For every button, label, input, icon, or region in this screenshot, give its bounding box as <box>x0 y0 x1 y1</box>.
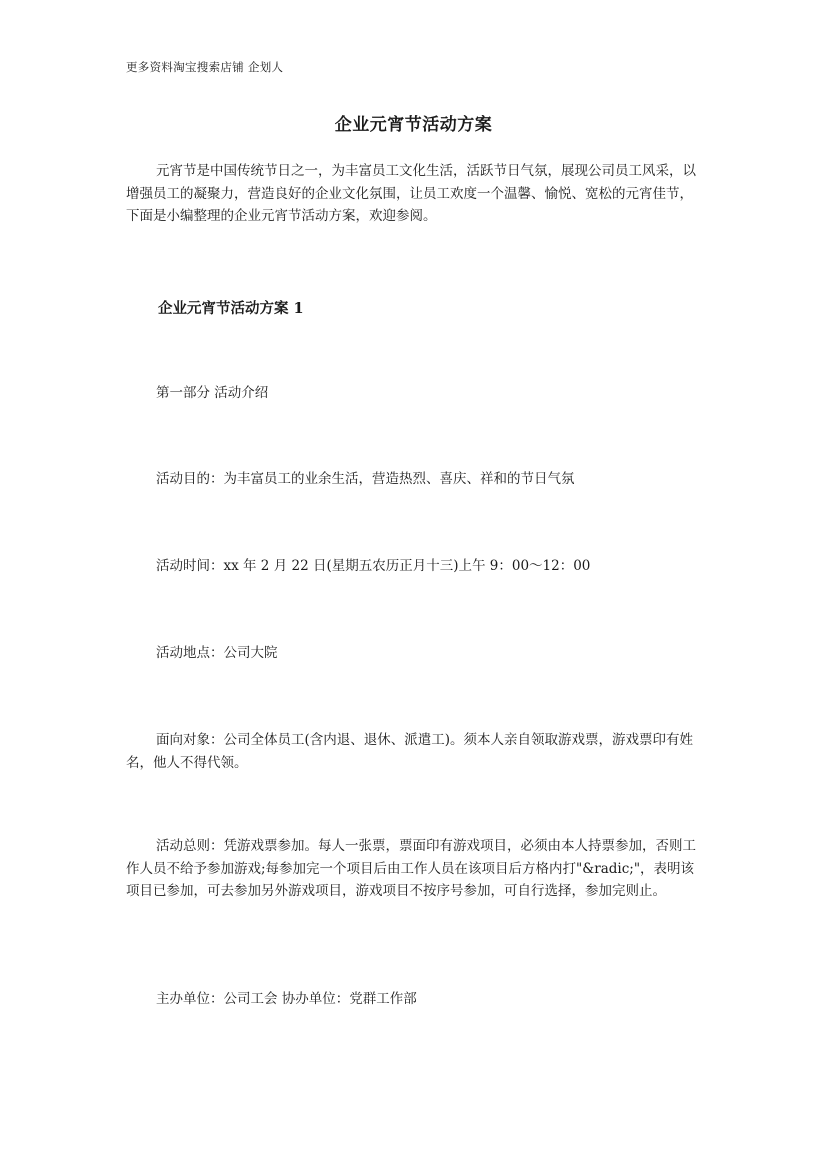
intro-paragraph: 元宵节是中国传统节日之一，为丰富员工文化生活，活跃节日气氛，展现公司员工风采，以增强员工的凝聚力，营造良好的企业文化氛围，让员工欢度一个温馨、愉悦、宽松的元宵佳节，下面是小编整理的企业元宵节活动方案，欢迎参阅。 <box>126 163 696 224</box>
target-audience: 面向对象：公司全体员工(含内退、退休、派遣工)。须本人亲自领取游戏票，游戏票印有姓名，他人不得代领。 <box>126 732 694 771</box>
section-heading: 企业元宵节活动方案 1 <box>158 300 304 317</box>
activity-time: 活动时间：xx 年 2 月 22 日(星期五农历正月十三)上午 9：00～12：00 <box>156 558 591 574</box>
organizer-info: 主办单位：公司工会 协办单位：党群工作部 <box>156 991 417 1007</box>
activity-rules: 活动总则：凭游戏票参加。每人一张票，票面印有游戏项目，必须由本人持票参加，否则工作人员不给予参加游戏;每参加完一个项目后由工作人员在该项目后方格内打"&radic;"，表明该项目已参加，可去参加另外游戏项目，游戏项目不按序号参加，可自行选择，参加完则止。 <box>126 838 696 899</box>
activity-purpose: 活动目的：为丰富员工的业余生活，营造热烈、喜庆、祥和的节日气氛 <box>156 471 575 487</box>
part-one-heading: 第一部分 活动介绍 <box>156 385 269 401</box>
document-title: 企业元宵节活动方案 <box>334 115 493 135</box>
header-note: 更多资料淘宝搜索店铺 企划人 <box>126 60 284 74</box>
activity-location: 活动地点：公司大院 <box>156 645 278 661</box>
